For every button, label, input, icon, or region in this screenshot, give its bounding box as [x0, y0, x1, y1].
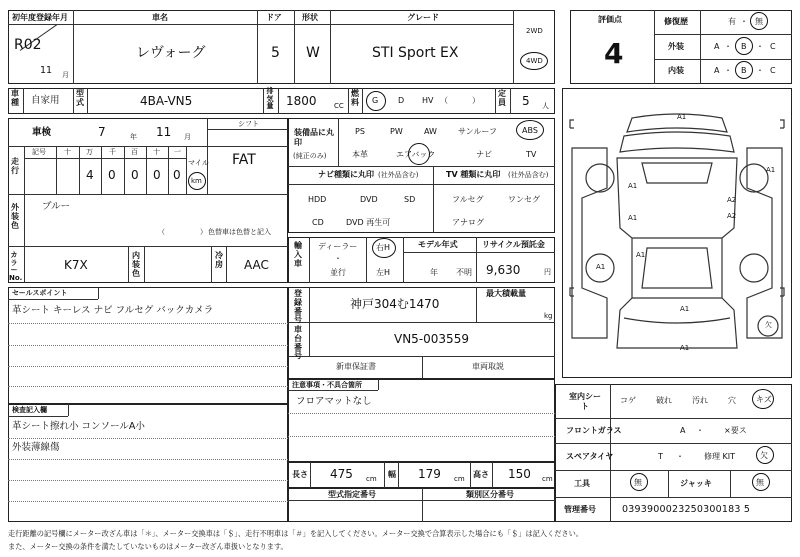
damage-mark: A1 — [596, 263, 606, 271]
inspection-label: 車検 — [32, 127, 52, 138]
mileage-label: 走行 — [11, 157, 19, 175]
registration-value: 神戸304む1470 — [350, 297, 440, 311]
car-name-label: 車名 — [152, 13, 168, 22]
recycle-label: リサイクル預託金 — [482, 240, 545, 249]
equipment-label: 装備品に丸印 — [294, 128, 334, 147]
jack-value: 無 — [756, 478, 764, 487]
ac-value: AAC — [244, 258, 269, 272]
navi-label: ナビ種類に丸印 — [318, 170, 374, 179]
width-label: 幅 — [388, 470, 396, 479]
exterior-color-label: 外装色 — [11, 203, 19, 230]
mileage-symbol-label: 記号 — [32, 148, 46, 156]
inspection-month: 11 — [156, 125, 172, 139]
length-label: 長さ — [292, 470, 308, 479]
mileage-digit: 0 — [153, 168, 161, 182]
fuel-g: G — [372, 96, 379, 105]
jack-label: ジャッキ — [680, 479, 712, 488]
interior-seat-label: 室内シート — [569, 392, 601, 412]
car-diagram — [562, 88, 792, 378]
mileage-digit: 0 — [173, 168, 181, 182]
inspection-year: 7 — [98, 125, 106, 139]
capacity-label: 定員 — [498, 89, 506, 107]
damage-mark: A1 — [677, 113, 687, 121]
footer-line-2: また、メーター交換の条件を満たしていないものはメーター改ざん車扱いとなります。 — [8, 542, 288, 551]
tools-value: 無 — [634, 478, 642, 487]
body-shape: W — [306, 45, 320, 61]
score-value: 4 — [604, 37, 624, 70]
repair-label: 修復歴 — [664, 17, 688, 26]
displacement-value: 1800 — [286, 94, 317, 108]
color-code-value: K7X — [64, 258, 88, 272]
damage-mark: A2 — [727, 196, 737, 204]
inspector-label: 検査記入欄 — [12, 406, 47, 414]
mileage-digit: 0 — [131, 168, 139, 182]
interior-grade-label: 内装 — [668, 66, 684, 75]
grade-value: STI Sport EX — [372, 45, 459, 61]
shape-label: 形状 — [302, 13, 318, 22]
shift-label: シフト — [238, 120, 259, 128]
exterior-color-value: ブルー — [42, 201, 71, 212]
first-reg-label: 初年度登録年月 — [12, 13, 68, 22]
height-label: 高さ — [473, 470, 489, 479]
shift-value: FAT — [232, 152, 256, 168]
ac-label: 冷房 — [215, 251, 223, 269]
door-count: 5 — [271, 45, 280, 61]
km-label: km — [191, 177, 202, 185]
width-value: 179 — [418, 467, 441, 481]
chassis-label: 車台番号 — [294, 325, 302, 361]
color-change-note: 色替車は色替と記入 — [208, 228, 271, 236]
color-code-label: カラーNo. — [9, 251, 23, 283]
mile-label: マイル — [188, 159, 209, 167]
repair-yes: 有 — [728, 17, 736, 26]
reg-era: R02 — [14, 37, 42, 53]
usage-label: 車種 — [11, 89, 19, 107]
inspector-line-2: 外装薄線傷 — [12, 442, 60, 453]
missing-mark: 欠 — [765, 321, 772, 329]
reg-month: 11 — [40, 65, 53, 76]
drive-4wd: 4WD — [526, 57, 543, 65]
damage-mark: A1 — [628, 214, 638, 222]
chassis-value: VN5-003559 — [394, 332, 469, 346]
length-value: 475 — [330, 467, 353, 481]
notes-block — [288, 379, 555, 462]
tv-label: TV 種類に丸印 — [446, 170, 501, 179]
sales-points-text: 革シート キーレス ナビ フルセグ バックカメラ — [12, 305, 214, 316]
tools-label: 工具 — [574, 479, 590, 488]
spare-tire-label: スペアタイヤ — [566, 452, 614, 461]
registration-label: 登録番号 — [294, 289, 302, 325]
damage-mark: A2 — [727, 212, 737, 220]
model-year-label: モデル年式 — [418, 240, 458, 249]
reg-month-unit: 月 — [62, 71, 69, 79]
equipment-sublabel: (純正のみ) — [293, 152, 327, 160]
import-label: 輸入車 — [294, 241, 302, 268]
max-load-label: 最大積載量 — [486, 289, 526, 298]
fuel-label: 燃料 — [351, 89, 359, 107]
interior-color-label: 内装色 — [132, 251, 140, 278]
score-label: 評価点 — [598, 15, 622, 24]
footer-line-1: 走行距離の記号欄にメーター改ざん車は「＊」、メーター交換車は「＄」、走行不明車は「＃」を記入してください。メーター交換で合算表示した場合にも「＄」は記入ください。 — [8, 529, 583, 538]
management-label: 管理番号 — [564, 505, 596, 514]
recycle-value: 9,630 — [486, 263, 521, 277]
mileage-digit: 4 — [86, 168, 94, 182]
notes-text: フロアマットなし — [296, 396, 372, 407]
exterior-grade-label: 外装 — [668, 42, 684, 51]
notes-label: 注意事項・不具合箇所 — [292, 381, 362, 389]
vehicle-manual: 車両取説 — [472, 362, 504, 371]
mileage-digit: 0 — [108, 168, 116, 182]
car-name: レヴォーグ — [136, 45, 206, 61]
damage-mark: A1 — [628, 182, 638, 190]
door-label: ドア — [266, 13, 282, 22]
category-label: 類別区分番号 — [466, 490, 514, 499]
height-value: 150 — [508, 467, 531, 481]
inspector-line-1: 革シート擦れ小 コンソールA小 — [12, 421, 145, 432]
new-car-warranty: 新車保証書 — [336, 362, 376, 371]
damage-mark: A1 — [766, 166, 776, 174]
damage-mark: A1 — [680, 344, 690, 352]
drive-2wd: 2WD — [526, 27, 543, 35]
displacement-label: 排気量 — [266, 87, 274, 111]
management-value: 0393900023250300183 5 — [622, 504, 751, 515]
usage-value: 自家用 — [31, 95, 60, 106]
grade-label: グレード — [407, 13, 439, 22]
model-value: 4BA-VN5 — [140, 94, 193, 108]
model-label: 型式 — [76, 89, 84, 107]
windshield-label: フロントガラス — [566, 426, 622, 435]
damage-mark: A1 — [680, 305, 690, 313]
right-h: 右H — [376, 243, 391, 252]
left-h: 左H — [376, 268, 391, 277]
damage-mark: A1 — [636, 251, 646, 259]
repair-no: 無 — [755, 17, 763, 26]
sales-points-label: セールスポイント — [12, 289, 68, 297]
capacity-value: 5 — [522, 94, 530, 108]
type-spec-label: 型式指定番号 — [328, 490, 376, 499]
